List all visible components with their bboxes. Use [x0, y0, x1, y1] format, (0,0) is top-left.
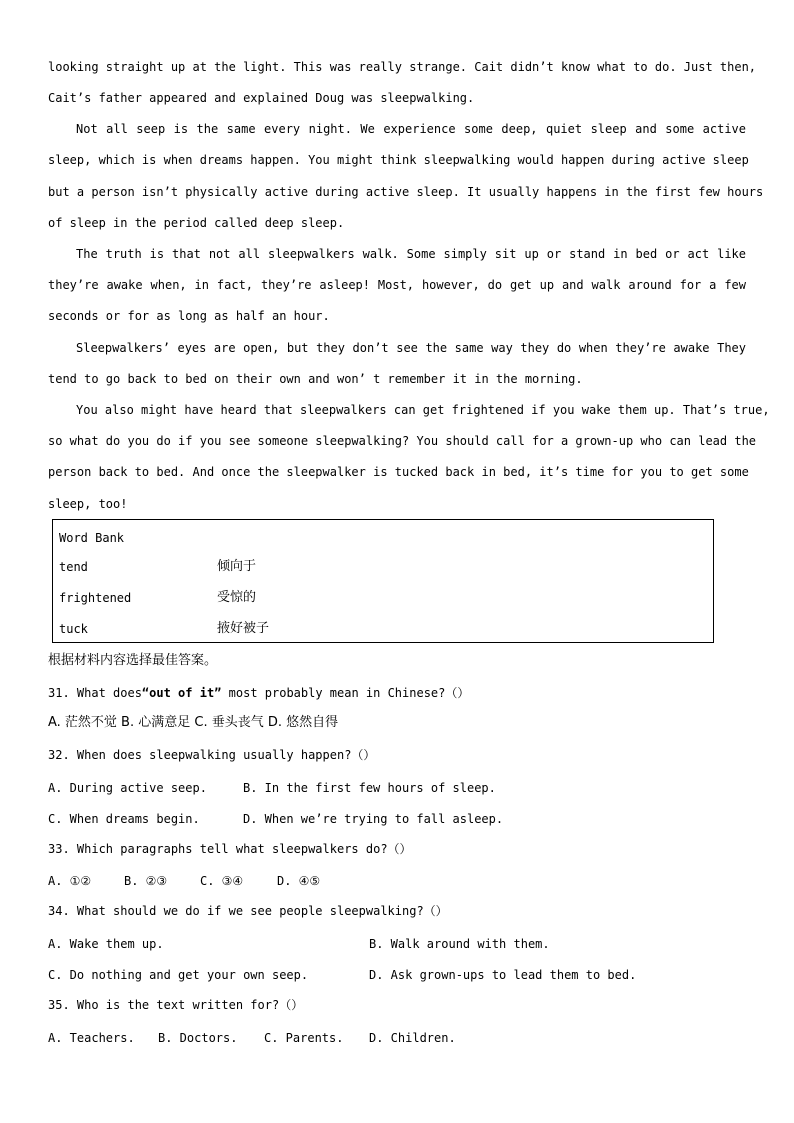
passage-line: they’re awake when, in fact, they’re asleep! Most, however, do get up and walk around for a few: [48, 278, 746, 292]
instructions: 根据材料内容选择最佳答案。: [48, 653, 218, 668]
word-bank-title: Word Bank: [59, 531, 125, 545]
passage-line: tend to go back to bed on their own and won’ t remember it in the morning.: [48, 372, 583, 386]
q31-stem-bold: “out of it”: [141, 686, 222, 700]
question-31-options: A. 茫然不觉 B. 心满意足 C. 垂头丧气 D. 悠然自得: [48, 715, 339, 730]
question-31-stem: [48, 685, 469, 701]
question-35-option-b: B. Doctors.: [158, 1031, 238, 1045]
passage-line: sleep, too!: [48, 497, 128, 511]
passage-line: Cait’s father appeared and explained Doug was sleepwalking.: [48, 91, 475, 105]
word-bank-entry: [59, 621, 359, 637]
word-bank-zh: 受惊的: [217, 590, 257, 605]
word-bank-en: tuck: [59, 622, 88, 636]
passage-line: but a person isn’t physically active during active sleep. It usually happens in the first few hours: [48, 185, 764, 199]
passage-line: seconds or for as long as half an hour.: [48, 309, 330, 323]
question-32-stem: 32. When does sleepwalking usually happen?（）: [48, 748, 376, 762]
question-33-option-a: A. ①②: [48, 874, 92, 888]
question-35-option-c: C. Parents.: [264, 1031, 344, 1045]
question-33-option-c: C. ③④: [200, 874, 244, 888]
word-bank-en: frightened: [59, 591, 132, 605]
question-34-option-a: A. Wake them up.: [48, 937, 164, 951]
question-35-option-d: D. Children.: [369, 1031, 456, 1045]
word-bank-zh: 掖好被子: [217, 621, 270, 636]
question-33-option-d: D. ④⑤: [277, 874, 321, 888]
question-34-option-d: D. Ask grown-ups to lead them to bed.: [369, 968, 637, 982]
question-35-option-a: A. Teachers.: [48, 1031, 135, 1045]
word-bank-zh: 倾向于: [217, 559, 257, 574]
passage-line: Not all seep is the same every night. We experience some deep, quiet sleep and some active: [76, 122, 746, 136]
word-bank-entry: [59, 590, 359, 606]
passage-line: looking straight up at the light. This was really strange. Cait didn’t know what to do. Just then,: [48, 60, 757, 74]
passage-line: The truth is that not all sleepwalkers walk. Some simply sit up or stand in bed or act like: [76, 247, 746, 261]
question-32-option-a: A. During active seep.: [48, 781, 207, 795]
question-33-stem: 33. Which paragraphs tell what sleepwalkers do?（）: [48, 842, 412, 856]
question-34-option-c: C. Do nothing and get your own seep.: [48, 968, 309, 982]
question-34-option-b: B. Walk around with them.: [369, 937, 550, 951]
q31-stem-pre: 31. What does: [48, 686, 142, 700]
passage-line: sleep, which is when dreams happen. You might think sleepwalking would happen during active sleep: [48, 153, 749, 167]
passage-line: so what do you do if you see someone sleepwalking? You should call for a grown-up who can lead the: [48, 434, 757, 448]
word-bank-box: [52, 519, 714, 643]
question-32-option-b: B. In the first few hours of sleep.: [243, 781, 496, 795]
q31-stem-post: most probably mean in Chinese?（）: [228, 686, 470, 700]
question-34-stem: 34. What should we do if we see people sleepwalking?（）: [48, 904, 448, 918]
word-bank-entry: [59, 559, 359, 575]
passage-line: of sleep in the period called deep sleep.: [48, 216, 345, 230]
question-33-option-b: B. ②③: [124, 874, 168, 888]
passage-line: Sleepwalkers’ eyes are open, but they don’t see the same way they do when they’re awake They: [76, 341, 746, 355]
word-bank-en: tend: [59, 560, 88, 574]
question-32-option-c: C. When dreams begin.: [48, 812, 200, 826]
passage-line: person back to bed. And once the sleepwalker is tucked back in bed, it’s time for you to get some: [48, 465, 749, 479]
question-32-option-d: D. When we’re trying to fall asleep.: [243, 812, 504, 826]
question-35-stem: 35. Who is the text written for?（）: [48, 998, 304, 1012]
passage-line: You also might have heard that sleepwalkers can get frightened if you wake them up. That’s true,: [76, 403, 770, 417]
